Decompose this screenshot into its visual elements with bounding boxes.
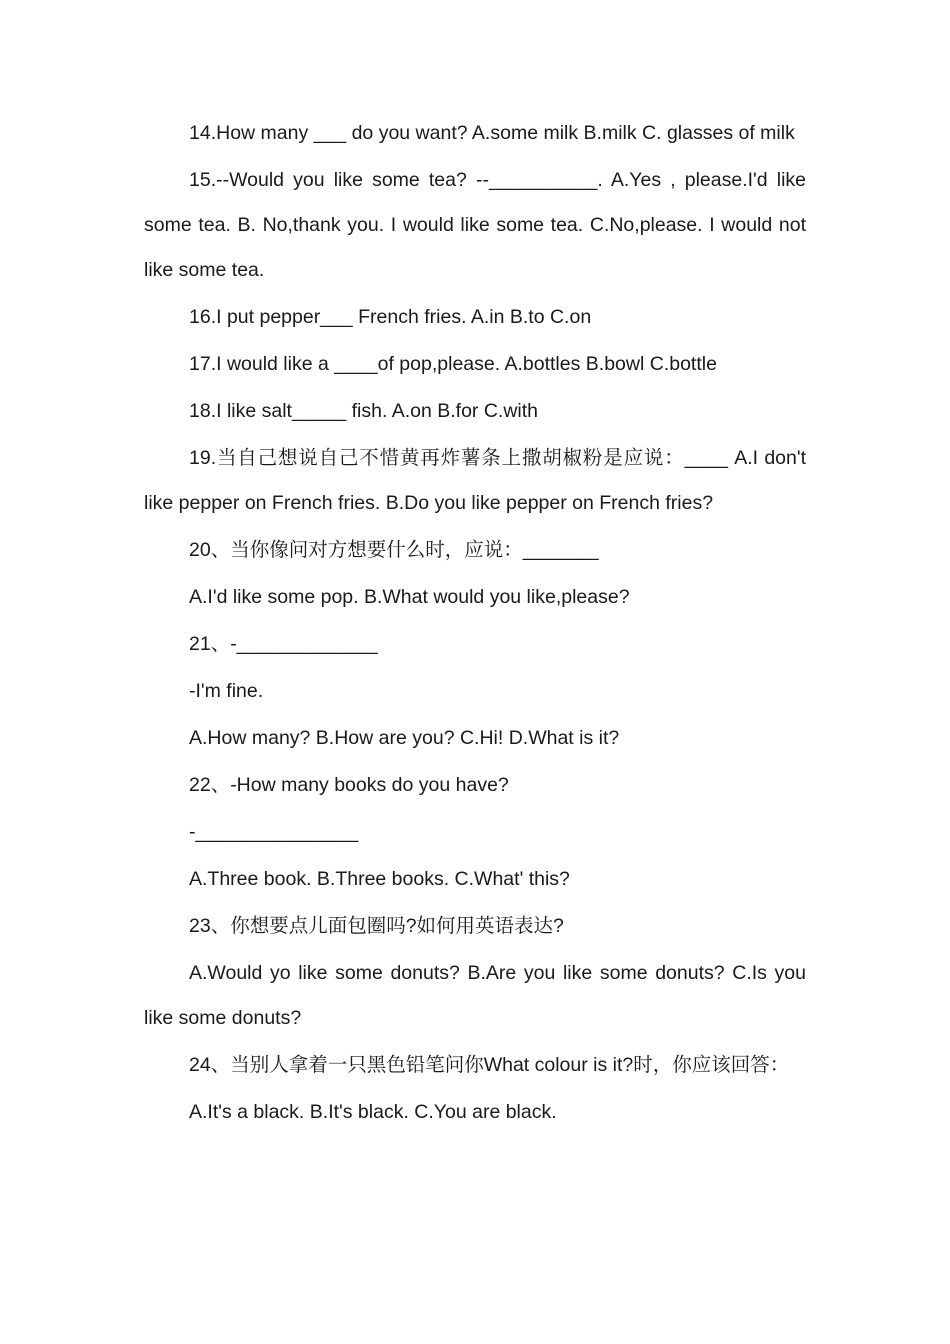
question-24-prompt: 24、当别人拿着一只黑色铅笔问你What colour is it?时，你应该回答： bbox=[189, 1054, 790, 1076]
question-21-options: A.How many? B.How are you? C.Hi! D.What is it? bbox=[189, 727, 620, 749]
question-21-response: -I'm fine. bbox=[189, 680, 264, 702]
question-19: 19.当自己想说自己不惜黄再炸薯条上撒胡椒粉是应说：____ A.I don't like pepper on French fries. B.Do you like pepper on French fries? bbox=[144, 447, 806, 514]
question-17: 17.I would like a ____of pop,please. A.bottles B.bowl C.bottle bbox=[189, 353, 717, 375]
question-14: 14.How many ___ do you want? A.some milk B.milk C. glasses of milk bbox=[189, 122, 795, 144]
question-22-options: A.Three book. B.Three books. C.What' this? bbox=[189, 868, 570, 890]
question-15: 15.--Would you like some tea? --__________. A.Yes , please.I'd like some tea. B. No,thank you. I would like some tea. C.No,please. I would not like some tea. bbox=[144, 169, 806, 281]
document-page bbox=[144, 111, 806, 1137]
question-21-prompt: 21、-_____________ bbox=[189, 633, 378, 655]
question-20-prompt: 20、当你像问对方想要什么时，应说：_______ bbox=[189, 539, 599, 561]
question-20-options: A.I'd like some pop. B.What would you like,please? bbox=[189, 586, 630, 608]
question-23-options: A.Would yo like some donuts? B.Are you like some donuts? C.Is you like some donuts? bbox=[144, 962, 806, 1029]
question-16: 16.I put pepper___ French fries. A.in B.to C.on bbox=[189, 306, 592, 328]
question-18: 18.I like salt_____ fish. A.on B.for C.with bbox=[189, 400, 539, 422]
question-22-prompt: 22、-How many books do you have? bbox=[189, 774, 509, 796]
question-24-options: A.It's a black. B.It's black. C.You are black. bbox=[189, 1101, 557, 1123]
question-22-response: -_______________ bbox=[189, 821, 359, 843]
question-23-prompt: 23、你想要点儿面包圈吗?如何用英语表达? bbox=[189, 915, 564, 937]
